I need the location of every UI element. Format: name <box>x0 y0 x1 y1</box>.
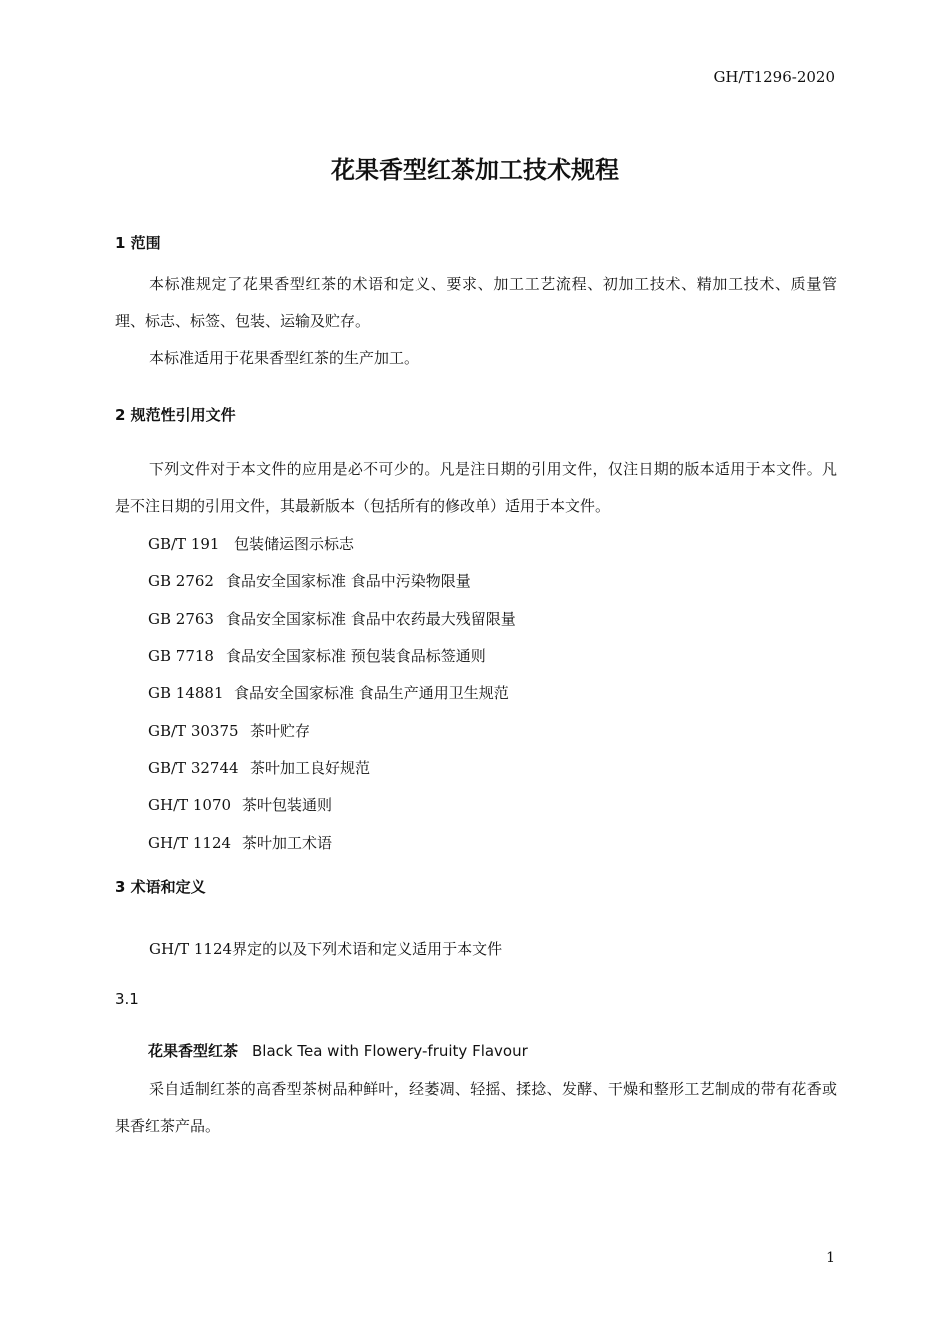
reference-item <box>148 533 354 555</box>
reference-item <box>148 757 370 779</box>
reference-title: 茶叶包装通则 <box>242 796 333 814</box>
reference-item <box>148 794 332 816</box>
term-line <box>148 1040 528 1061</box>
reference-item <box>148 608 516 630</box>
section-2-intro: 下列文件对于本文件的应用是必不可少的。凡是注日期的引用文件，仅注日期的版本适用于本文件。凡是不注日期的引用文件，其最新版本（包括所有的修改单）适用于本文件。 <box>115 460 837 515</box>
reference-item <box>148 682 509 704</box>
reference-code: GB 2762 <box>148 572 214 590</box>
reference-code: GB/T 30375 <box>148 722 239 740</box>
reference-title: 食品安全国家标准 食品生产通用卫生规范 <box>234 684 509 702</box>
reference-code: GH/T 1070 <box>148 796 232 814</box>
reference-item <box>148 832 332 854</box>
section-3-intro: GH/T 1124界定的以及下列术语和定义适用于本文件 <box>149 940 503 958</box>
term-chinese: 花果香型红茶 <box>148 1042 239 1060</box>
page-number: 1 <box>826 1250 835 1266</box>
reference-title: 茶叶加工术语 <box>242 834 333 852</box>
reference-title: 茶叶加工良好规范 <box>250 759 371 777</box>
reference-code: GB 7718 <box>148 647 214 665</box>
reference-code: GH/T 1124 <box>148 834 232 852</box>
section-1-paragraph-1: 本标准规定了花果香型红茶的术语和定义、要求、加工工艺流程、初加工技术、精加工技术、质量管理、标志、标签、包装、运输及贮存。 <box>115 275 837 330</box>
reference-item <box>148 720 310 742</box>
term-english: Black Tea with Flowery-fruity Flavour <box>252 1042 528 1060</box>
reference-code: GB 2763 <box>148 610 214 628</box>
reference-item <box>148 645 486 667</box>
reference-title: 食品安全国家标准 食品中农药最大残留限量 <box>226 610 516 628</box>
reference-title: 茶叶贮存 <box>250 722 311 740</box>
reference-title: 食品安全国家标准 预包装食品标签通则 <box>226 647 486 665</box>
section-1-heading: 1 范围 <box>115 234 161 252</box>
subsection-number: 3.1 <box>115 990 139 1008</box>
section-2-heading: 2 规范性引用文件 <box>115 406 236 424</box>
reference-item <box>148 570 471 592</box>
document-code: GH/T1296-2020 <box>713 68 835 86</box>
section-1-paragraph-2: 本标准适用于花果香型红茶的生产加工。 <box>149 349 420 367</box>
section-3-heading: 3 术语和定义 <box>115 878 206 896</box>
reference-code: GB/T 32744 <box>148 759 239 777</box>
reference-code: GB 14881 <box>148 684 224 702</box>
term-definition: 采自适制红茶的高香型茶树品种鲜叶，经萎凋、轻摇、揉捻、发酵、干燥和整形工艺制成的带有花香或果香红茶产品。 <box>115 1080 837 1135</box>
reference-code: GB/T 191 <box>148 535 220 553</box>
reference-title: 食品安全国家标准 食品中污染物限量 <box>226 572 471 590</box>
document-title: 花果香型红茶加工技术规程 <box>331 156 619 184</box>
reference-title: 包装储运图示标志 <box>234 535 355 553</box>
